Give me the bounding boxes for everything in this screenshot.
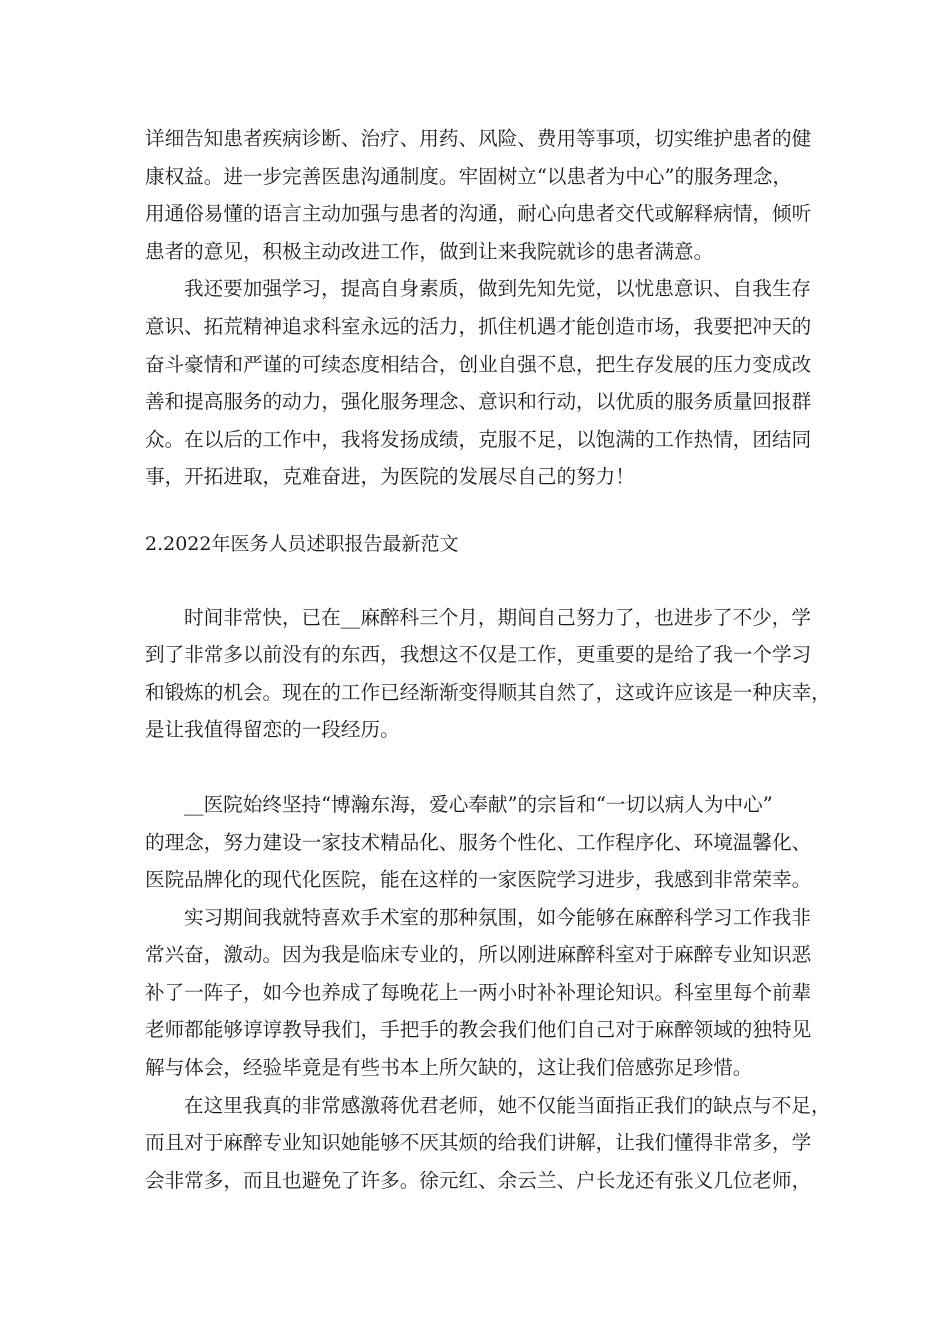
text-line: 在这里我真的非常感激蒋优君老师，她不仅能当面指正我们的缺点与不足， [184, 1093, 831, 1117]
text-line: 意识、拓荒精神追求科室永远的活力，抓住机遇才能创造市场，我要把冲天的 [145, 314, 812, 338]
text-line: 老师都能够谆谆教导我们，手把手的教会我们他们自己对于麻醉领域的独特见 [145, 1018, 812, 1042]
paragraph-time-in-anesthesia [145, 599, 831, 749]
text-line: 到了非常多以前没有的东西，我想这不仅是工作，更重要的是给了我一个学习 [145, 643, 812, 667]
text-line: 是让我值得留恋的一段经历。 [145, 718, 400, 742]
text-line: 解与体会，经验毕竟是有些书本上所欠缺的，这让我们倍感弥足珍惜。 [145, 1056, 753, 1080]
section-heading-text: 2.2022年医务人员述职报告最新范文 [145, 532, 459, 555]
text-line: 而且对于麻醉专业知识她能够不厌其烦的给我们讲解，让我们懂得非常多，学 [145, 1131, 812, 1155]
paragraph-self-improvement [145, 270, 825, 496]
text-line: 众。在以后的工作中，我将发扬成绩，克服不足，以饱满的工作热情，团结同 [145, 427, 812, 451]
text-line: 我还要加强学习，提高自身素质，做到先知先觉，以忧患意识、自我生存 [184, 277, 811, 301]
text-line: 奋斗豪情和严谨的可续态度相结合，创业自强不息，把生存发展的压力变成改 [145, 352, 812, 376]
text-line: 补了一阵子，如今也养成了每晚花上一两小时补补理论知识。科室里每个前辈 [145, 980, 812, 1004]
text-line: 的理念，努力建设一家技术精品化、服务个性化、工作程序化、环境温馨化、 [145, 830, 812, 854]
text-line: 会非常多，而且也避免了许多。徐元红、余云兰、户长龙还有张义几位老师， [145, 1168, 812, 1192]
text-line: 用通俗易懂的语言主动加强与患者的沟通，耐心向患者交代或解释病情，倾听 [145, 202, 812, 226]
paragraph-hospital-mission [145, 786, 825, 899]
paragraph-patient-communication [145, 120, 825, 270]
text-line: 患者的意见，积极主动改进工作，做到让来我院就诊的患者满意。 [145, 239, 714, 263]
text-line: 实习期间我就特喜欢手术室的那种氛围，如今能够在麻醉科学习工作我非 [184, 905, 811, 929]
text-line: __医院始终坚持“博瀚东海，爱心奉献”的宗旨和“一切以病人为中心” [184, 792, 773, 816]
text-line: 和锻炼的机会。现在的工作已经渐渐变得顺其自然了，这或许应该是一种庆幸， [145, 680, 831, 704]
text-line: 常兴奋，激动。因为我是临床专业的，所以刚进麻醉科室对于麻醉专业知识恶 [145, 943, 812, 967]
text-line: 事，开拓进取，克难奋进，为医院的发展尽自己的努力！ [145, 465, 635, 489]
document-page [145, 120, 831, 1199]
paragraph-gratitude [145, 1087, 831, 1200]
text-line: 康权益。进一步完善医患沟通制度。牢固树立“以患者为中心”的服务理念， [145, 164, 793, 188]
text-line: 医院品牌化的现代化医院，能在这样的一家医院学习进步，我感到非常荣幸。 [145, 868, 812, 892]
section-heading [145, 526, 825, 564]
paragraph-internship [145, 899, 825, 1087]
text-line: 详细告知患者疾病诊断、治疗、用药、风险、费用等事项，切实维护患者的健 [145, 127, 812, 150]
text-line: 时间非常快，已在__麻醉科三个月，期间自己努力了，也进步了不少，学 [184, 605, 811, 629]
text-line: 善和提高服务的动力，强化服务理念、意识和行动，以优质的服务质量回报群 [145, 390, 812, 414]
